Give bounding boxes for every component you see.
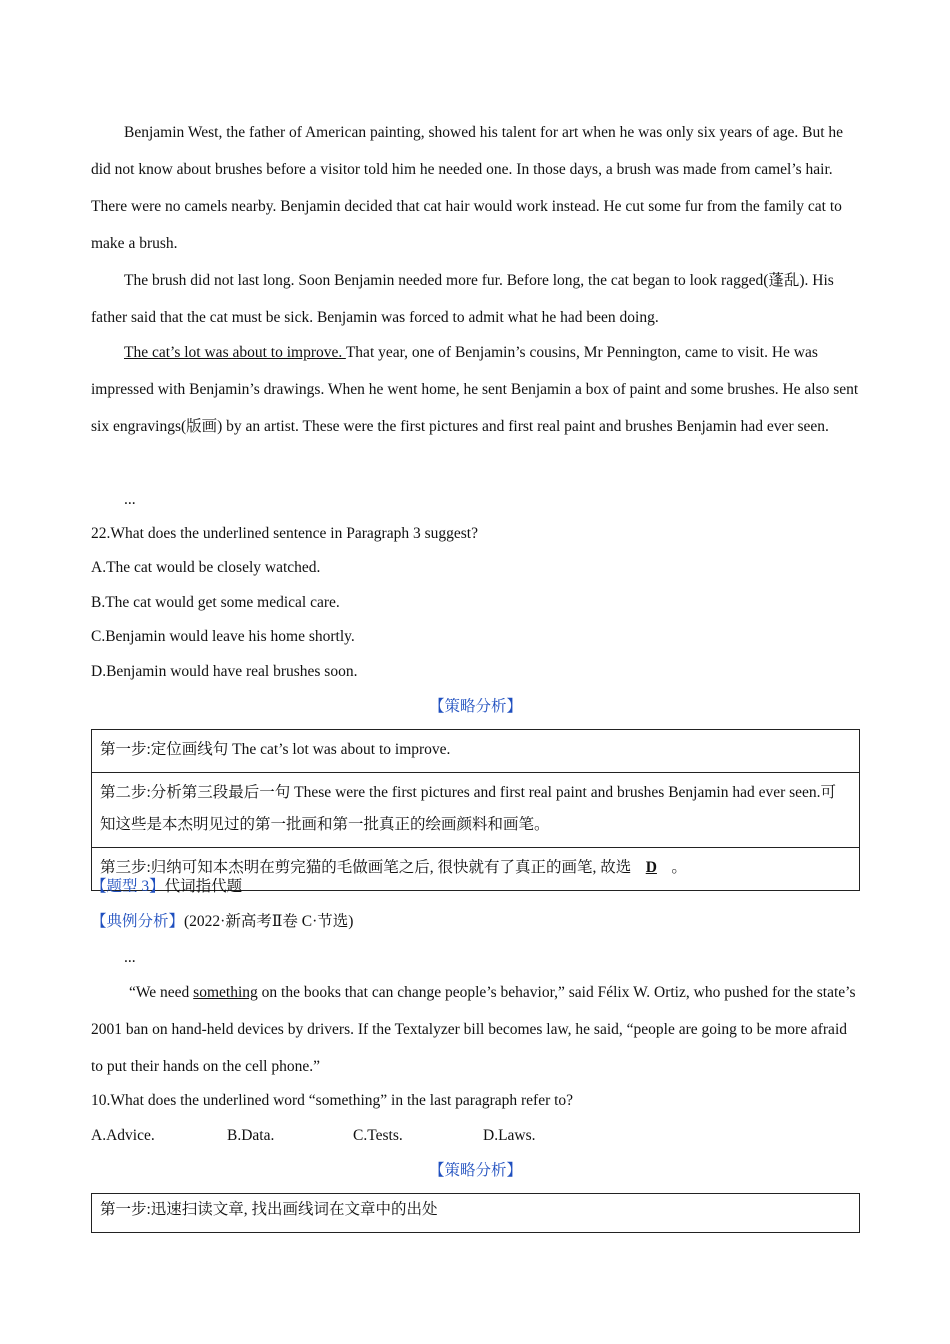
strategy-step-2: 第二步:分析第三段最后一句 These were the first pictures and first real paint and brushes Benjamin had ever seen.可知这些是本杰明见过的第一批画和第一批真正的绘画颜料和画笔。 <box>92 773 860 848</box>
underlined-sentence: The cat’s lot was about to improve. <box>124 344 346 361</box>
type-bracket: 【题型 3】 <box>91 878 165 895</box>
paragraph-3 <box>91 334 860 445</box>
answer-blank: D <box>645 859 657 876</box>
example-label <box>91 911 353 933</box>
underlined-word: something <box>193 984 258 1001</box>
step-3-text: 第三步:归纳可知本杰明在剪完猫的毛做画笔之后, 很快就有了真正的画笔, 故选 <box>100 859 632 876</box>
question-10-stem: 10.What does the underlined word “something” in the last paragraph refer to? <box>91 1092 574 1109</box>
strategy-table-2 <box>91 1193 860 1233</box>
option-d: D.Benjamin would have real brushes soon. <box>91 663 358 680</box>
paragraph-3-rest: That year, one of Benjamin’s cousins, Mr Pennington, came to visit. He was impressed with Benjamin’s drawings. When he went home, he sent Benjamin a box of paint and some brushes. He also sent six engravings(版画) by an artist. These were the first pictures and first real paint and brushes Benjamin had ever seen. <box>91 344 859 435</box>
question-type-label <box>91 876 242 898</box>
option-a: A.Advice. <box>91 1127 155 1144</box>
strategy-step-1: 第一步:定位画线句 The cat’s lot was about to improve. <box>92 730 860 773</box>
option-b: B.The cat would get some medical care. <box>91 594 340 611</box>
strategy-heading: 【策略分析】 <box>428 698 522 715</box>
option-a: A.The cat would be closely watched. <box>91 559 321 576</box>
question-stem: 22.What does the underlined sentence in Paragraph 3 suggest? <box>91 525 478 542</box>
question-10-options <box>91 1125 536 1147</box>
type-text: 代词指代题 <box>164 878 243 895</box>
example-bracket: 【典例分析】 <box>91 913 185 930</box>
ellipsis-2: ... <box>124 949 136 966</box>
example-source: (2022·新高考Ⅱ卷 C·节选) <box>184 913 354 930</box>
ellipsis: ... <box>124 491 136 508</box>
option-d: D.Laws. <box>483 1127 536 1144</box>
quote-rest: on the books that can change people’s behavior,” said Félix W. Ortiz, who pushed for the state’s 2001 ban on hand-held devices by drivers. If the Textalyzer bill becomes law, he said, “people are going to be more afraid to put their hands on the cell phone.” <box>91 984 856 1075</box>
strategy-table <box>91 729 860 891</box>
option-c: C.Benjamin would leave his home shortly. <box>91 628 355 645</box>
quote-open: “We need <box>129 984 194 1001</box>
strategy-2-step-1: 第一步:迅速扫读文章, 找出画线词在文章中的出处 <box>92 1194 860 1233</box>
paragraph-2: The brush did not last long. Soon Benjamin needed more fur. Before long, the cat began to look ragged(蓬乱). His father said that the cat must be sick. Benjamin was forced to admit what he had been doing. <box>91 272 834 326</box>
step-3-end: 。 <box>671 859 687 876</box>
option-c: C.Tests. <box>353 1127 403 1144</box>
strategy-heading-2: 【策略分析】 <box>428 1162 522 1179</box>
option-b: B.Data. <box>227 1127 275 1144</box>
paragraph-quote <box>91 974 860 1085</box>
paragraph-1: Benjamin West, the father of American painting, showed his talent for art when he was only six years of age. But he did not know about brushes before a visitor told him he needed one. In those days, a brush was made from camel’s hair. There were no camels nearby. Benjamin decided that cat hair would work instead. He cut some fur from the family cat to make a brush. <box>91 124 844 252</box>
